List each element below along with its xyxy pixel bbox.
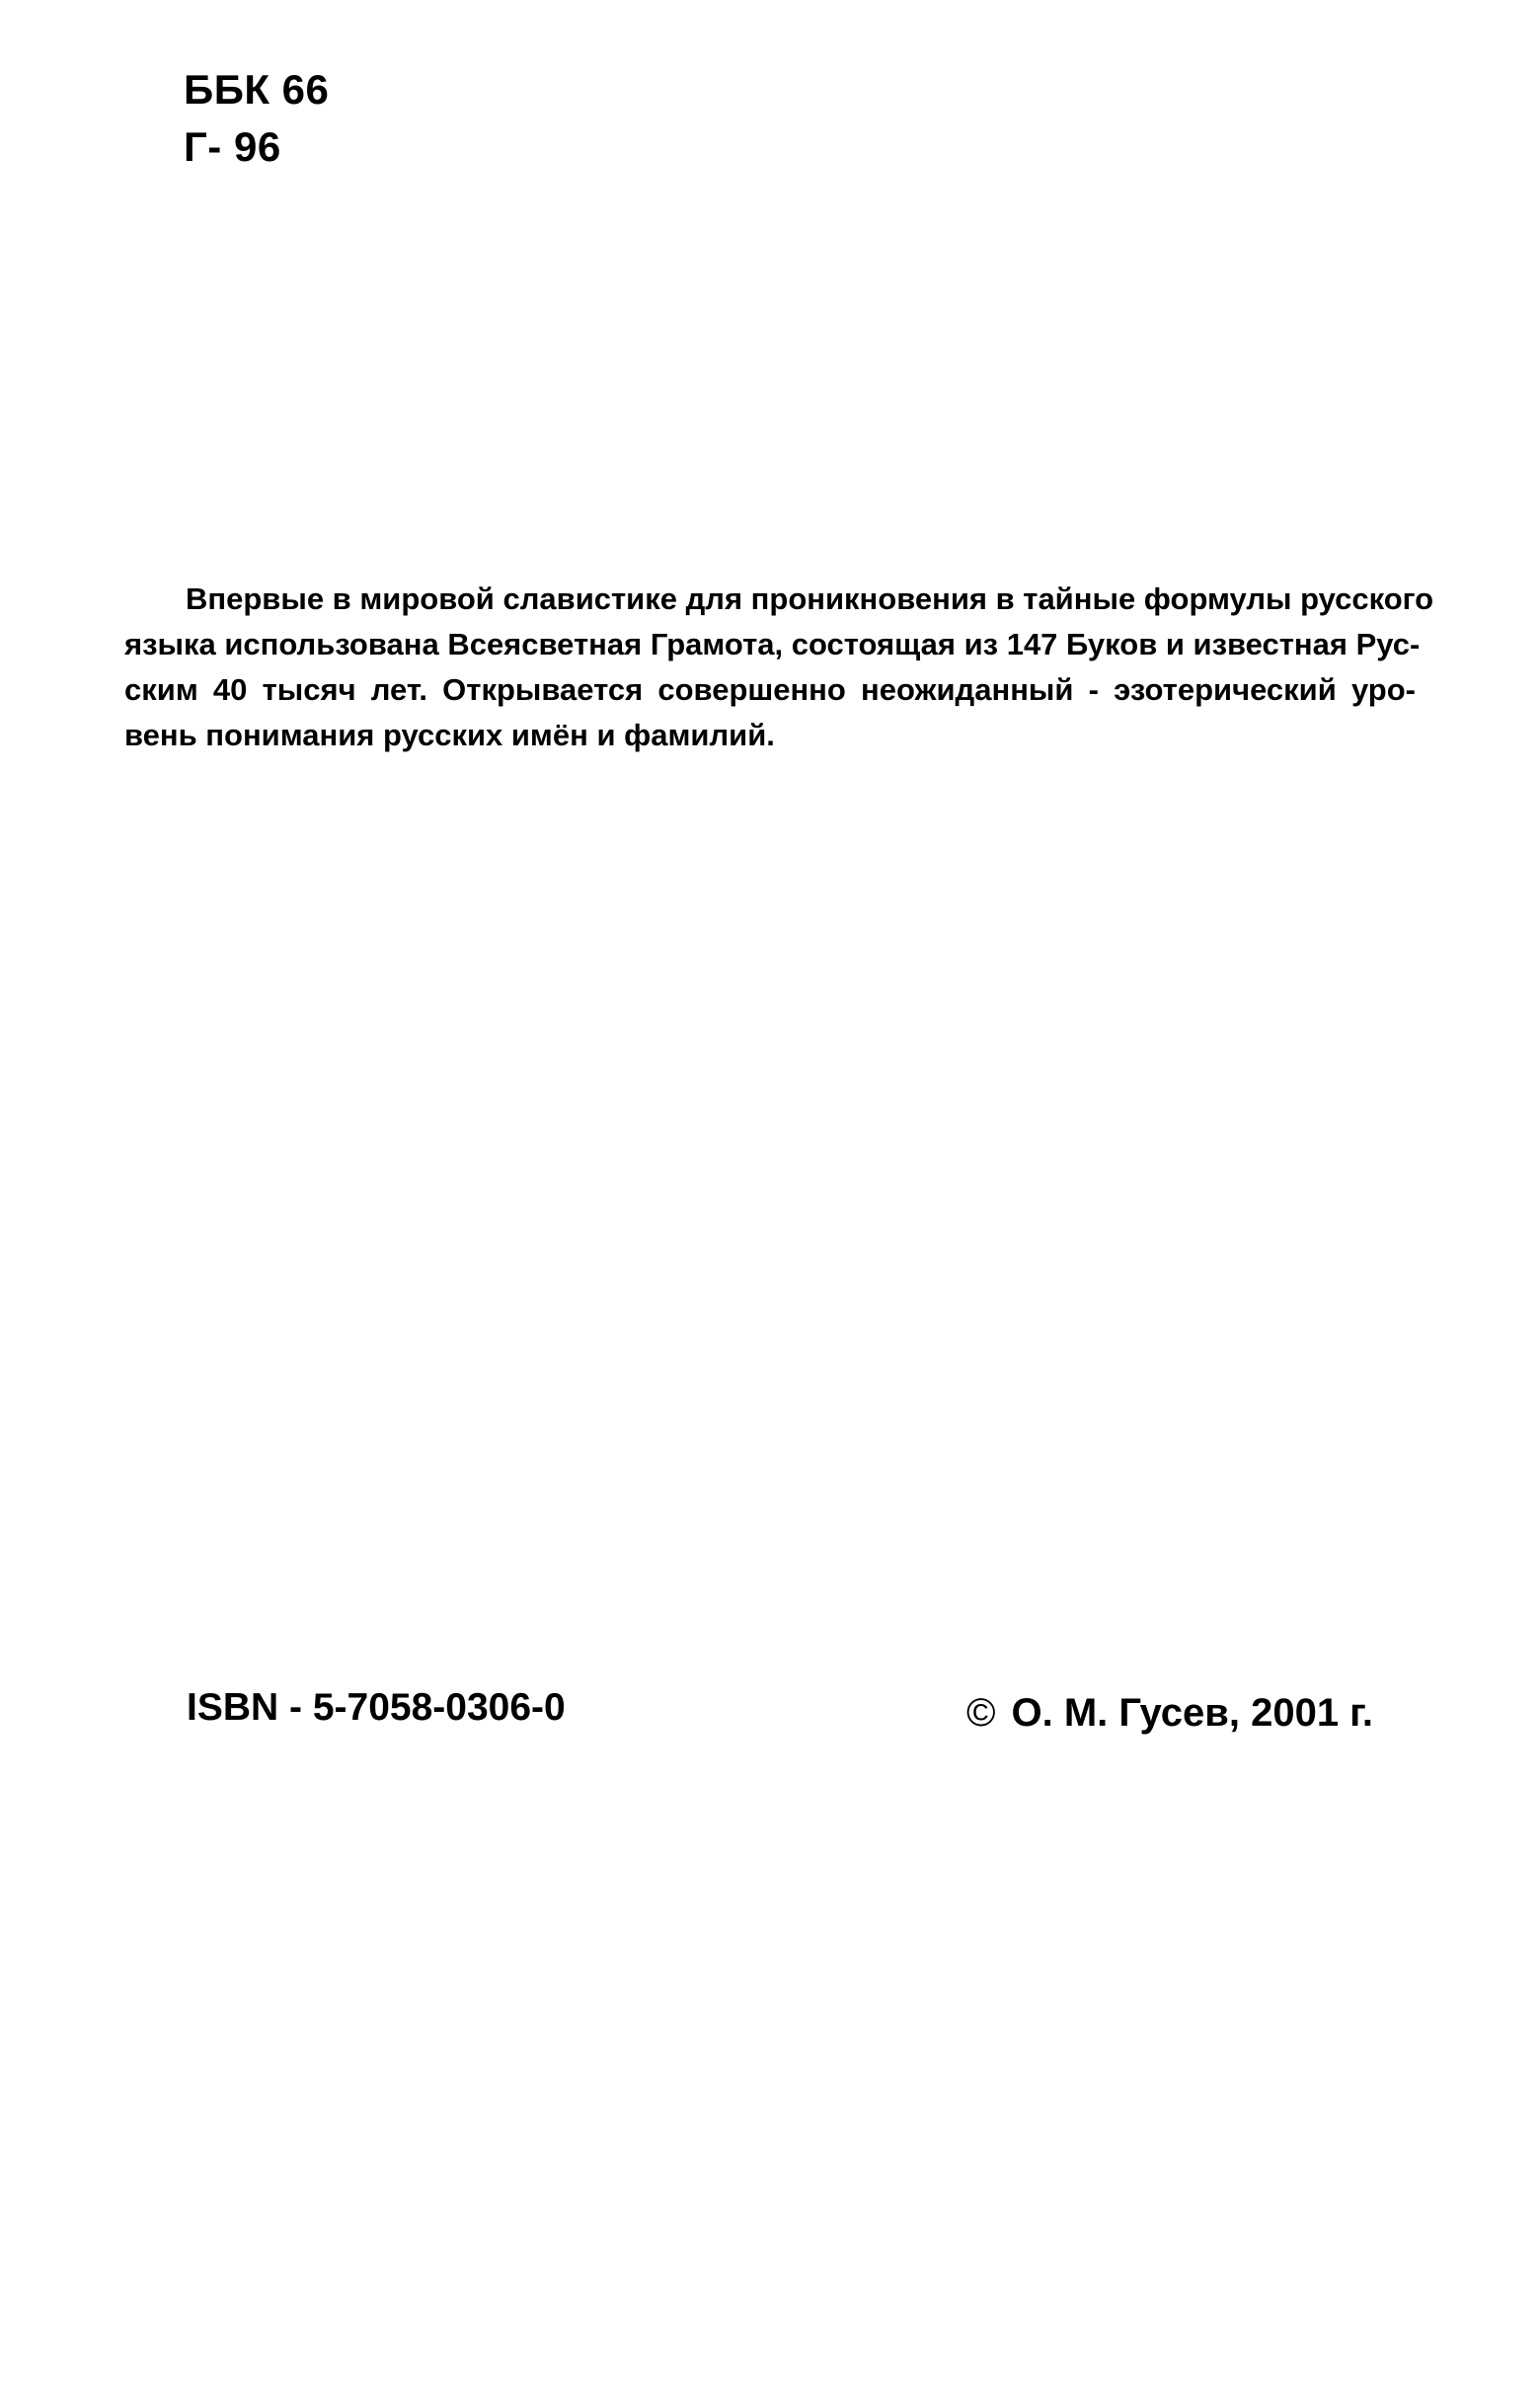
annotation-line: языка использована Всеясветная Грамота, состоящая из 147 Буков и известная Рус- [124, 627, 1421, 661]
book-annotation [124, 577, 1434, 758]
bbk-code: ББК 66 [184, 66, 330, 113]
annotation-line: Впервые в мировой славистике для проникновения в тайные формулы русского [186, 581, 1434, 616]
copyright-symbol: © [966, 1691, 996, 1735]
library-classification [184, 61, 329, 176]
author-mark: Г- 96 [184, 123, 281, 170]
isbn-number: ISBN - 5-7058-0306-0 [187, 1686, 566, 1729]
annotation-line: вень понимания русских имён и фамилий. [124, 718, 775, 752]
copyright-text: О. М. Гусев, 2001 г. [1011, 1691, 1373, 1735]
annotation-line: ским 40 тысяч лет. Открывается совершенно неожиданный - эзотерический уро- [124, 672, 1416, 707]
copyright-notice [966, 1688, 1373, 1738]
